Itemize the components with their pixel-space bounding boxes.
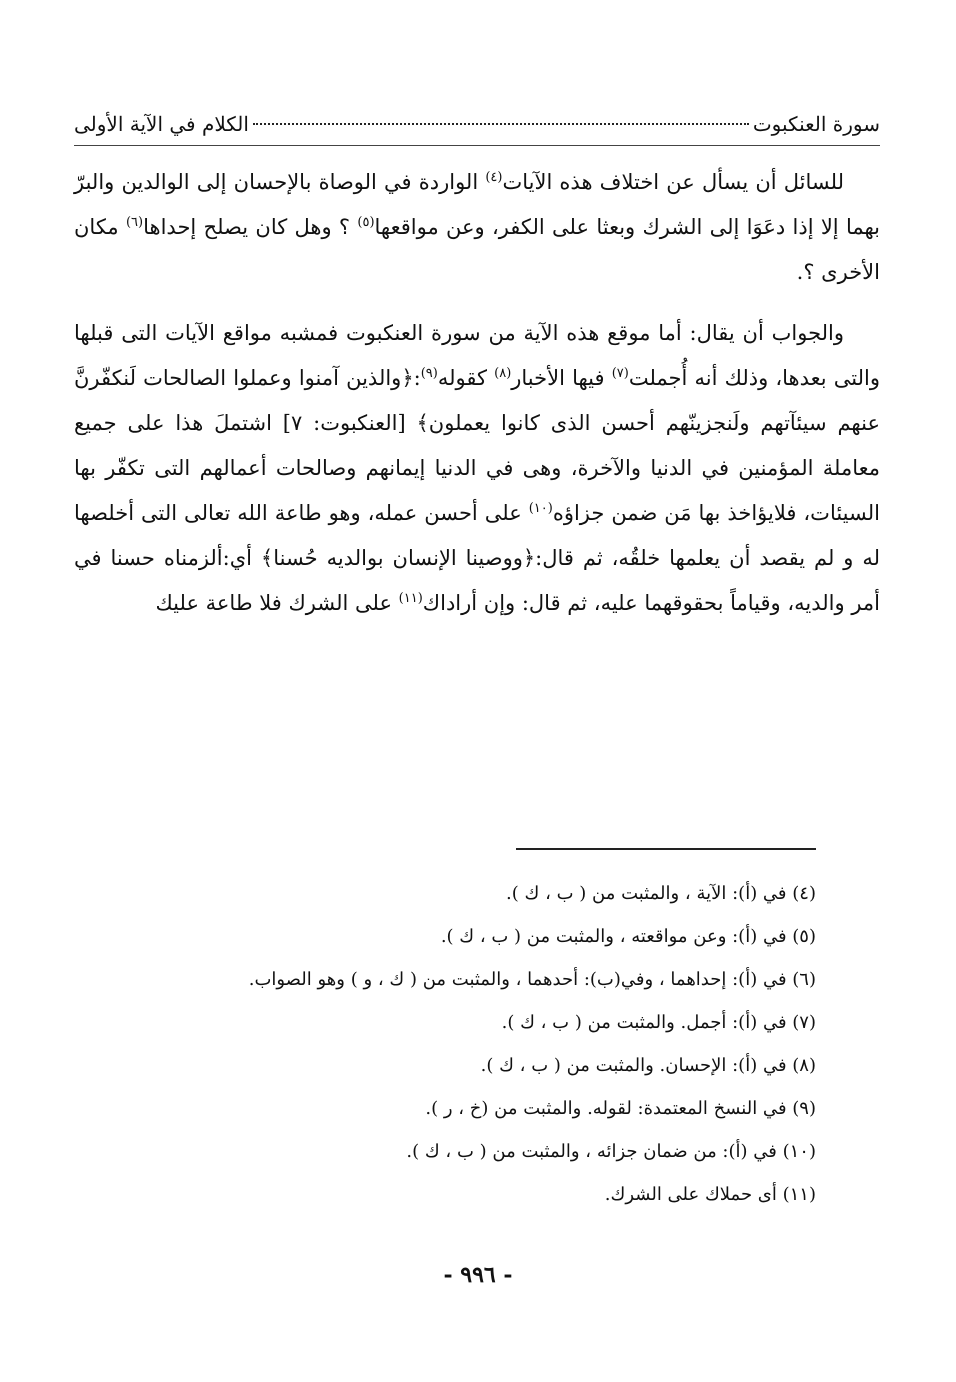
text-run: :﴿والذين آمنوا وعملوا الصالحات لَنكفّرنَّ عنهم سيئآتهم ولَنجزينّهم أحسن الذى كانوا يعملون﴾ [العنكبوت: ٧] اشتملَ هذا على جميع معاملة المؤمنين في الدنيا والآخرة، وهى في الدنيا إيمانهم وصالحات أعمالهم التى تكفّر بها السيئات، فلايؤاخذ بها مَن ضمن جزاؤه — [74, 366, 880, 525]
running-header — [74, 108, 880, 140]
page-number: - ٩٩٦ - — [443, 1262, 513, 1288]
footnote-separator — [516, 848, 816, 850]
footnote-ref-10: (١٠) — [528, 501, 553, 516]
footnote-9: (٩) في النسخ المعتمدة: لقوله. والمثبت من (خ ، ر ). — [425, 1098, 816, 1119]
header-surah-title: سورة العنكبوت — [752, 112, 880, 136]
text-run: ؟ وهل كان يصلح إحداها — [143, 215, 358, 239]
footnote-ref-6: (٦) — [125, 215, 144, 230]
footnote-ref-4: (٤) — [485, 170, 503, 185]
text-run: للسائل أن يسأل عن اختلاف هذه الآيات — [502, 170, 844, 194]
header-divider — [74, 145, 880, 146]
text-run: الواردة في الوصاة بالإحسان إلى الوالدين والبرّ بهما إلا إذا دعَوَا إلى الشرك وبعثا على الكفر، وعن مواقعها — [74, 170, 881, 239]
paragraph-question — [74, 160, 880, 295]
footnote-6: (٦) في (أ): إحداهما ، وفي(ب): أحدهما ، والمثبت من ( ك ، و ) وهو الصواب. — [248, 969, 816, 990]
main-text — [74, 160, 880, 626]
paragraph-answer — [74, 311, 880, 626]
footnote-ref-7: (٧) — [611, 366, 629, 381]
text-run: فيها الأخبار — [511, 366, 612, 390]
footnote-5: (٥) في (أ): وعن مواقعته ، والمثبت من ( ب ، ك ). — [440, 926, 816, 947]
footnote-4: (٤) في (أ): الآية ، والمثبت من ( ب ، ك ). — [506, 883, 816, 904]
footnote-ref-5: (٥) — [357, 215, 375, 230]
text-run: والجواب أن يقال: أما موقع هذه الآية من سورة العنكبوت فمشبه مواقع الآيات التى قبلها والتى بعدها، وذلك أنه أُجملت — [74, 321, 880, 390]
footnote-ref-8: (٨) — [494, 366, 512, 381]
header-dot-leader — [253, 123, 749, 125]
text-run: كقوله — [437, 366, 495, 390]
footnotes — [74, 872, 816, 1216]
text-run: مكان الأخرى ؟. — [74, 215, 880, 284]
text-run: على أحسن عمله، وهو طاعة الله تعالى التى أخلصها له و لم يقصد أن يعلمها خلقُه، ثم قال:﴿ووصينا الإنسان بوالديه حُسنا﴾ أي:ألزمناه حسنا في أمر والديه، وقياماً بحقوقهما عليه، ثم قال: وإن أراداك — [74, 501, 880, 615]
footnote-ref-11: (١١) — [398, 591, 423, 606]
header-section-title: الكلام في الآية الأولى — [74, 112, 249, 136]
footnote-8: (٨) في (أ): الإحسان. والمثبت من ( ب ، ك ). — [480, 1055, 816, 1076]
footnote-10: (١٠) في (أ): من ضمان جزائه ، والمثبت من ( ب ، ك ). — [406, 1141, 816, 1162]
footnote-ref-9: (٩) — [420, 366, 438, 381]
text-run: على الشرك فلا طاعة عليك — [155, 591, 399, 615]
footnote-7: (٧) في (أ): أجمل. والمثبت من ( ب ، ك ). — [501, 1012, 816, 1033]
footnote-11: (١١) أى حملاك على الشرك. — [604, 1184, 816, 1205]
